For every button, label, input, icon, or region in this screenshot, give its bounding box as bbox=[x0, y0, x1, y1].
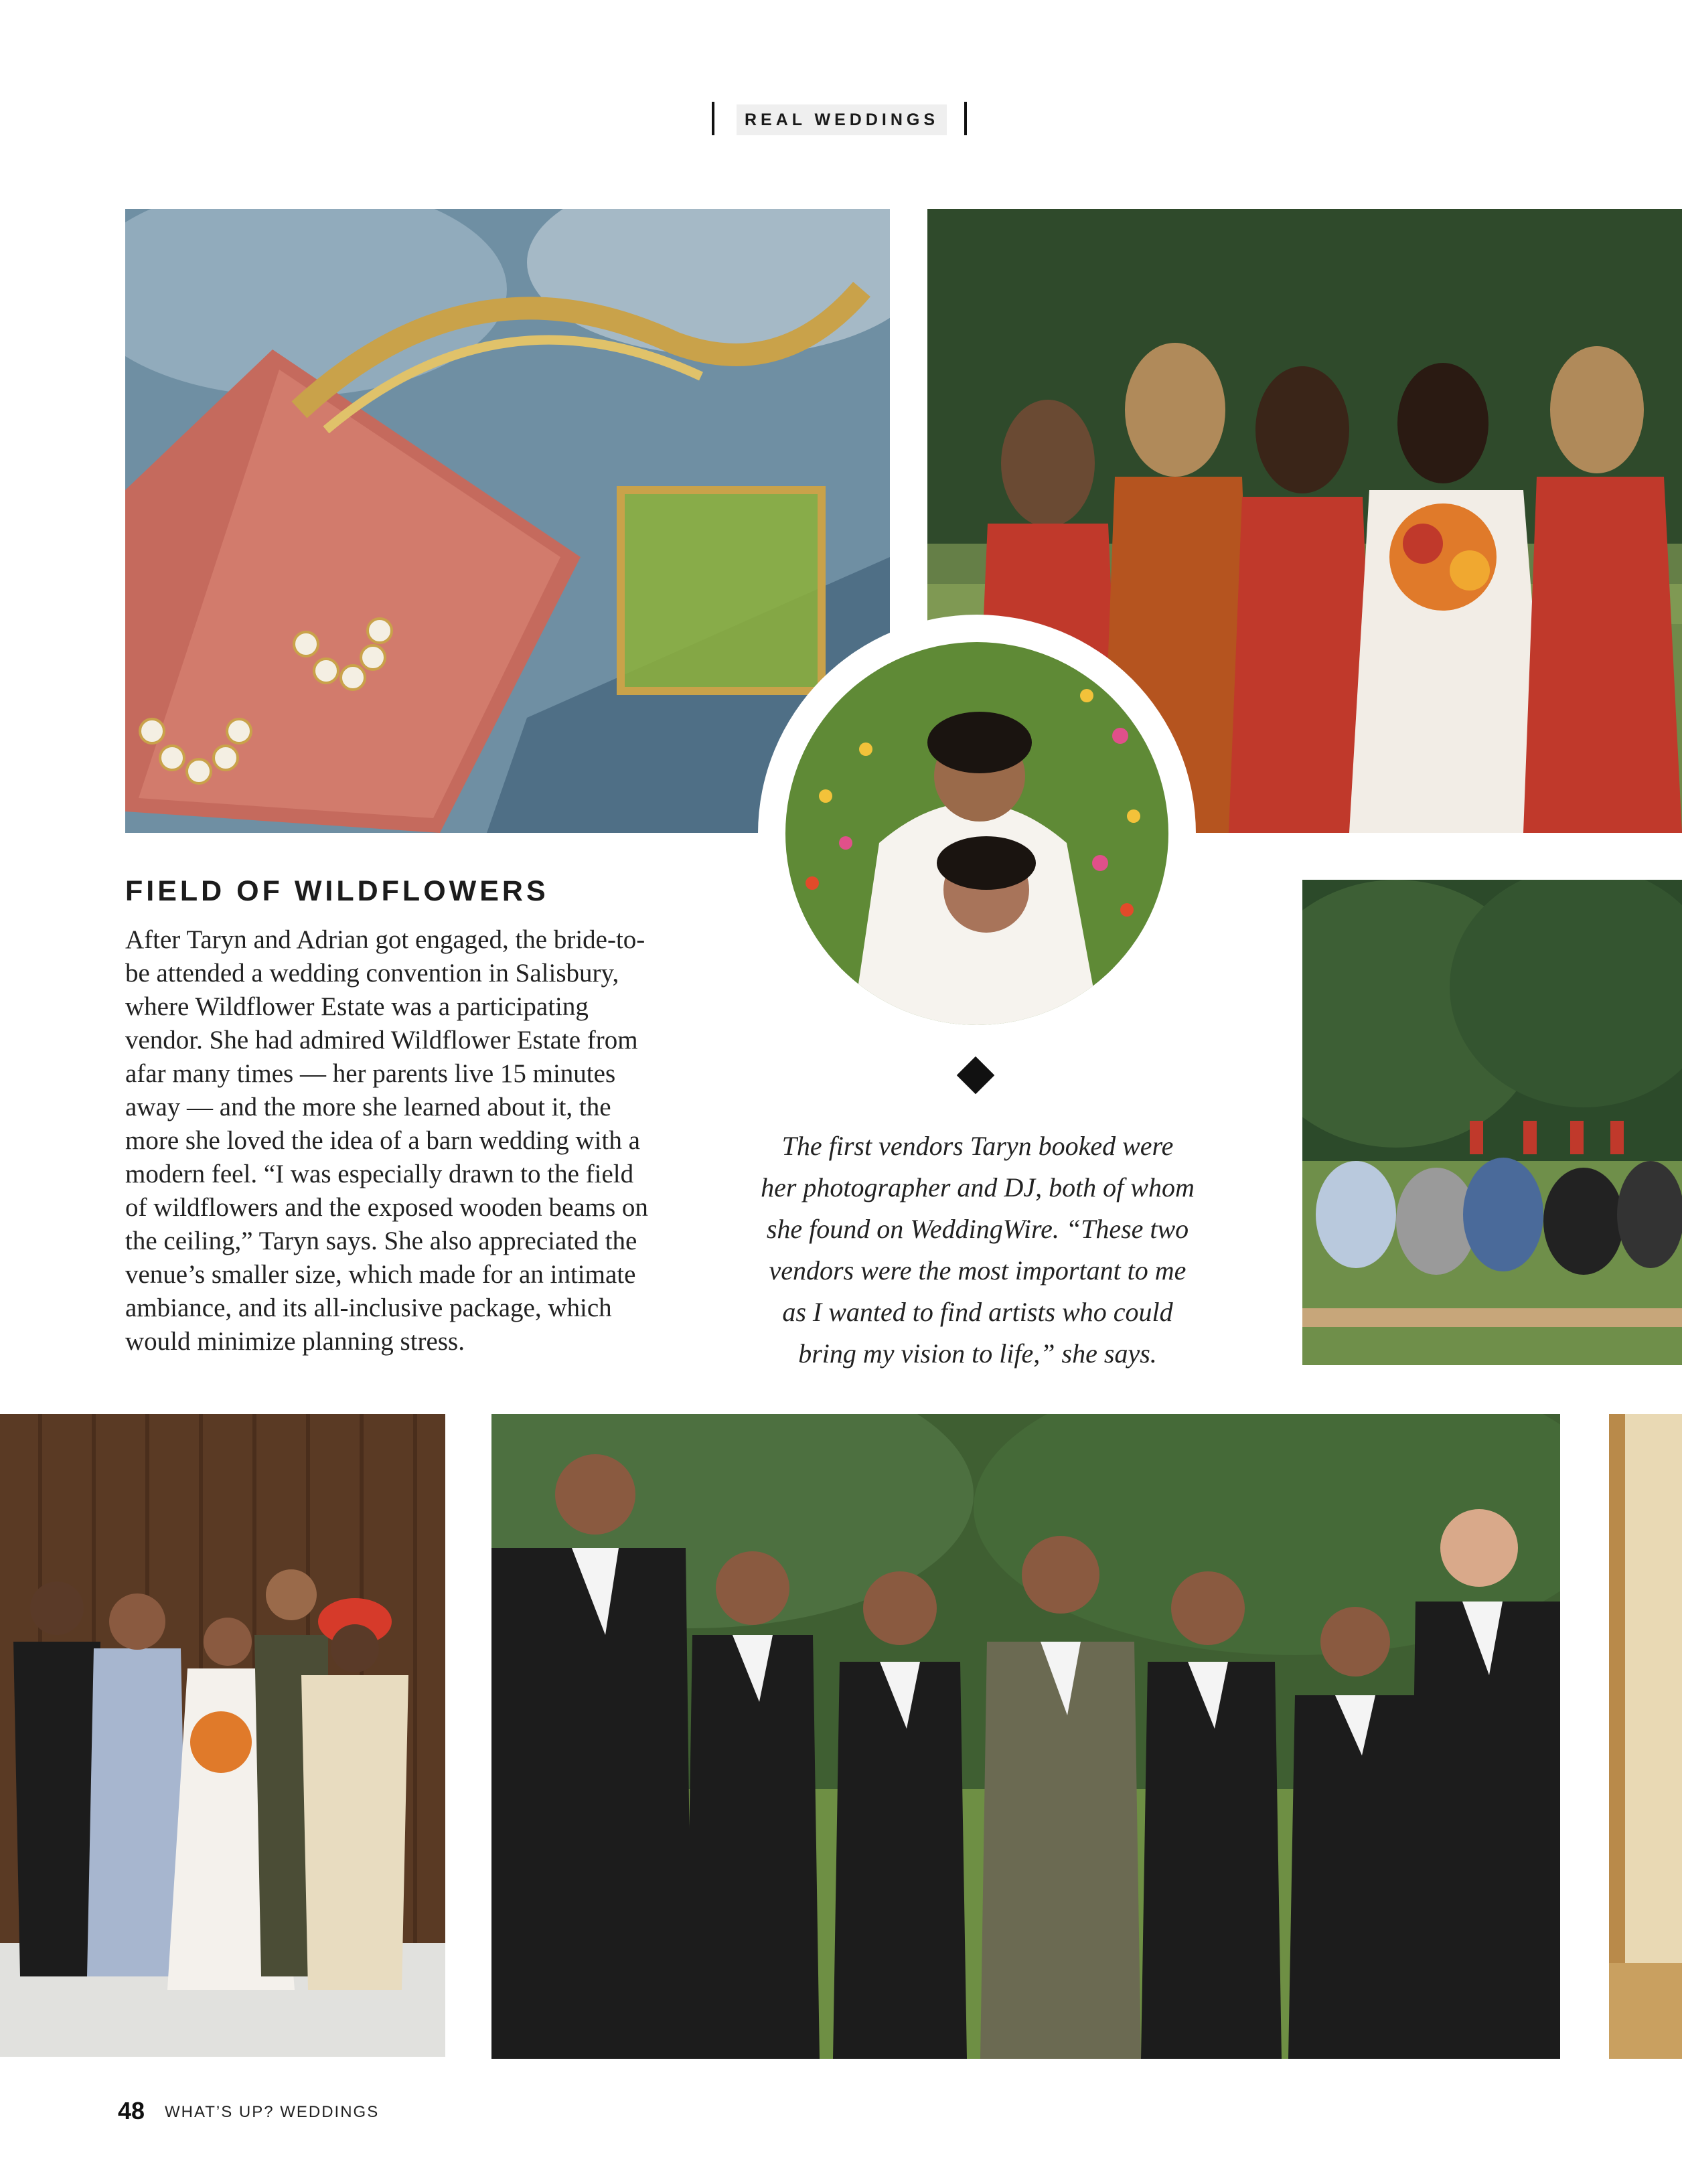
body-line: afar many times — her parents live 15 minutes bbox=[125, 1059, 616, 1088]
diamond-ornament bbox=[957, 1057, 995, 1095]
section-label: REAL WEDDINGS bbox=[737, 104, 947, 135]
body-line: modern feel. “I was especially drawn to the field bbox=[125, 1160, 634, 1188]
publication-name: WHAT’S UP? WEDDINGS bbox=[165, 2103, 380, 2121]
photo-edge-partial bbox=[1609, 1414, 1682, 2059]
photo-couple-circle bbox=[785, 642, 1168, 1025]
header-divider-right bbox=[964, 102, 967, 135]
body-line: vendor. She had admired Wildflower Estate from bbox=[125, 1026, 638, 1055]
body-line: of wildflowers and the exposed wooden beams on bbox=[125, 1193, 648, 1222]
body-line: be attended a wedding convention in Salisbury, bbox=[125, 959, 619, 988]
pull-quote-line: her photographer and DJ, both of whom bbox=[761, 1172, 1195, 1202]
pull-quote-line: as I wanted to find artists who could bbox=[782, 1297, 1173, 1327]
page-number: 48 bbox=[118, 2097, 145, 2124]
body-line: venue’s smaller size, which made for an intimate bbox=[125, 1260, 636, 1289]
body-line: After Taryn and Adrian got engaged, the bride-to- bbox=[125, 925, 645, 954]
pull-quote-line: bring my vision to life,” she says. bbox=[798, 1338, 1157, 1369]
pull-quote-line: she found on WeddingWire. “These two bbox=[766, 1214, 1189, 1244]
header-divider-left bbox=[712, 102, 714, 135]
photo-ceremony-guests bbox=[1302, 880, 1682, 1365]
body-line: away — and the more she learned about it, the bbox=[125, 1093, 611, 1121]
body-line: the ceiling,” Taryn says. She also appreciated the bbox=[125, 1227, 637, 1255]
article-heading: FIELD OF WILDFLOWERS bbox=[125, 875, 549, 907]
body-line: where Wildflower Estate was a participating bbox=[125, 992, 589, 1021]
photo-groomsmen bbox=[491, 1414, 1560, 2059]
photo-tiara-earrings bbox=[125, 209, 890, 833]
pull-quote-line: The first vendors Taryn booked were bbox=[781, 1131, 1174, 1161]
pull-quote-line: vendors were the most important to me bbox=[769, 1255, 1187, 1285]
photo-family bbox=[0, 1414, 445, 2057]
body-line: would minimize planning stress. bbox=[125, 1327, 465, 1356]
body-line: more she loved the idea of a barn wedding with a bbox=[125, 1126, 640, 1155]
body-line: ambiance, and its all-inclusive package, which bbox=[125, 1294, 612, 1322]
